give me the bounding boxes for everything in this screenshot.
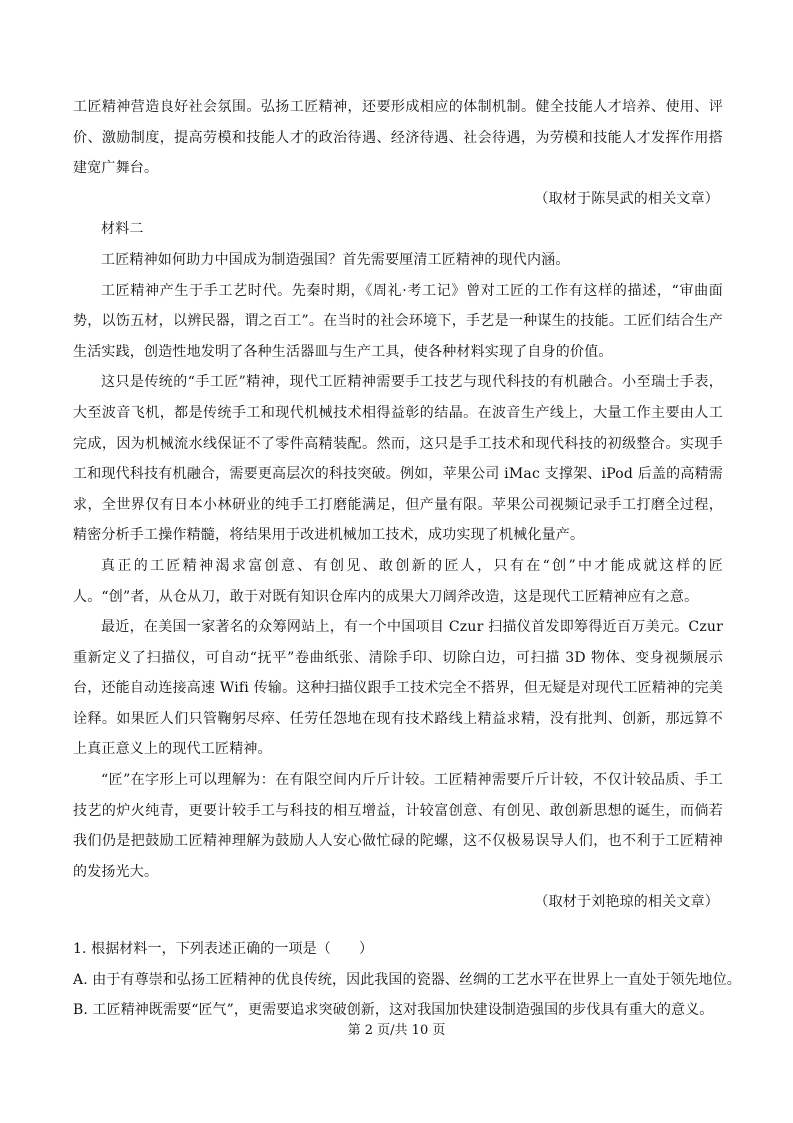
paragraph: 工匠精神如何助力中国成为制造强国？首先需要厘清工匠精神的现代内涵。 (101, 251, 570, 268)
paragraph: 这只是传统的“手工匠”精神，现代工匠精神需要手工技艺与现代科技的有机融合。小至瑞士手表，大至波音飞机，都是传统手工和现代机械技术相得益彰的结晶。在波音生产线上，大量工作主要由人工完成，因为机械流水线保证不了零件高精装配。然而，这只是手工技术和现代科技的初级整合。实现手工和现代科技有机融合，需要更高层次的科技突破。例如，苹果公司 iMac 支撑架、iPod 后盖的高精需求，全世界仅有日本小林研业的纯手工打磨能满足，但产量有限。苹果公司视频记录手工打磨全过程，精密分析手工操作精髓，将结果用于改进机械加工技术，成功实现了机械化量产。 (73, 374, 723, 544)
option-b: B. 工匠精神既需要“匠气”，更需要追求突破创新，这对我国加快建设制造强国的步伐具有重大的意义。 (73, 1002, 714, 1019)
paragraph: 工匠精神产生于手工艺时代。先秦时期，《周礼·考工记》曾对工匠的工作有这样的描述，“审曲面势，以饬五材，以辨民器，谓之百工”。在当时的社会环境下，手艺是一种谋生的技能。工匠们结合生产生活实践，创造性地发明了各种生活器皿与生产工具，使各种材料实现了自身的价值。 (73, 282, 723, 360)
paragraph: “匠”在字形上可以理解为：在有限空间内斤斤计较。工匠精神需要斤斤计较，不仅计较品质、手工技艺的炉火纯青，更要计较手工与科技的相互增益，计较富创意、有创见、敢创新思想的诞生，而倘若我们仍是把鼓励工匠精神理解为鼓励人人安心做忙碌的陀螺，这不仅极易误导人们，也不利于工匠精神的发扬光大。 (73, 772, 723, 880)
option-a: A. 由于有尊崇和弘扬工匠精神的优良传统，因此我国的瓷器、丝绸的工艺水平在世界上一直处于领先地位。 (73, 971, 741, 988)
source-citation-chen: （取材于陈昊武的相关文章） (534, 190, 719, 207)
page-number: 第 2 页/共 10 页 (347, 1023, 446, 1038)
source-citation-liu: （取材于刘艳琼的相关文章） (534, 894, 719, 911)
question-1 (73, 934, 741, 1026)
paragraph: 最近，在美国一家著名的众筹网站上，有一个中国项目 Czur 扫描仪首发即筹得近百万美元。Czur 重新定义了扫描仪，可自动“抚平”卷曲纸张、清除手印、切除白边，可扫描 3D 物体、变身视频展示台，还能自动连接高速 Wifi 传输。这种扫描仪跟手工技术完全不搭界，但无疑是对现代工匠精神的完美诠释。如果匠人们只管鞠躬尽瘁、任劳任怨地在现有技术路线上精益求精，没有批判、创新，那远算不上真正意义上的现代工匠精神。 (73, 619, 723, 758)
question-stem: 1. 根据材料一，下列表述正确的一项是（ ） (73, 941, 374, 957)
section-heading-material-two: 材料二 (101, 221, 144, 238)
paragraph-material-one-tail: 工匠精神营造良好社会氛围。弘扬工匠精神，还要形成相应的体制机制。健全技能人才培养、使用、评价、激励制度，提高劳模和技能人才的政治待遇、经济待遇、社会待遇，为劳模和技能人才发挥作用搭建宽广舞台。 (73, 99, 723, 177)
article-body (73, 92, 723, 918)
paragraph: 真正的工匠精神渴求富创意、有创见、敢创新的匠人，只有在“创”中才能成就这样的匠人。“创”者，从仓从刀，敢于对既有知识仓库内的成果大刀阔斧改造，这是现代工匠精神应有之意。 (73, 557, 723, 605)
